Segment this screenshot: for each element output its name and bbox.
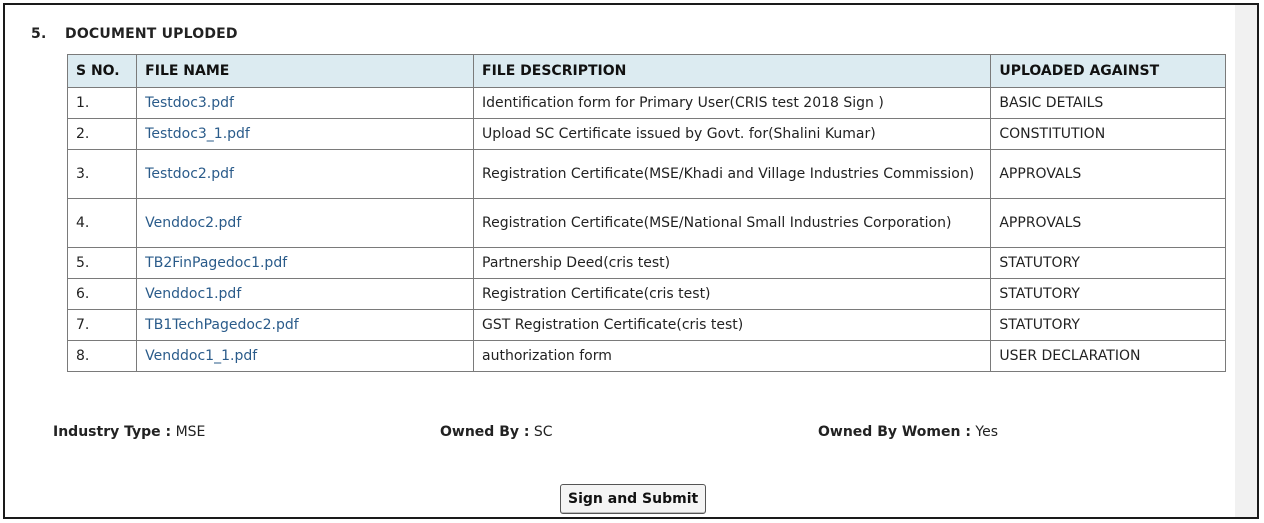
row-sno: 8. — [68, 341, 137, 372]
row-sno: 1. — [68, 88, 137, 119]
file-link[interactable]: Testdoc3.pdf — [137, 88, 474, 119]
owned-by-women-value: Yes — [975, 424, 999, 440]
row-sno: 4. — [68, 199, 137, 248]
table-row — [68, 248, 1226, 279]
owned-by-women — [818, 424, 998, 440]
file-link[interactable]: Venddoc1_1.pdf — [137, 341, 474, 372]
table-row — [68, 150, 1226, 199]
file-description: Upload SC Certificate issued by Govt. for(Shalini Kumar) — [474, 119, 991, 150]
uploaded-against: STATUTORY — [991, 279, 1226, 310]
table-row — [68, 119, 1226, 150]
file-link[interactable]: Venddoc1.pdf — [137, 279, 474, 310]
header-file-description: FILE DESCRIPTION — [474, 55, 991, 88]
file-description: Registration Certificate(MSE/Khadi and Village Industries Commission) — [474, 150, 991, 199]
section-title: DOCUMENT UPLODED — [65, 26, 238, 42]
table-row — [68, 199, 1226, 248]
table-row — [68, 310, 1226, 341]
uploaded-against: CONSTITUTION — [991, 119, 1226, 150]
industry-type — [53, 424, 205, 440]
file-link[interactable]: Venddoc2.pdf — [137, 199, 474, 248]
header-uploaded-against: UPLOADED AGAINST — [991, 55, 1226, 88]
uploaded-against: USER DECLARATION — [991, 341, 1226, 372]
owned-by-label: Owned By : — [440, 424, 530, 440]
owned-by-women-label: Owned By Women : — [818, 424, 971, 440]
file-link[interactable]: TB2FinPagedoc1.pdf — [137, 248, 474, 279]
file-link[interactable]: Testdoc3_1.pdf — [137, 119, 474, 150]
file-description: authorization form — [474, 341, 991, 372]
row-sno: 3. — [68, 150, 137, 199]
uploaded-against: STATUTORY — [991, 310, 1226, 341]
documents-table — [67, 54, 1226, 372]
header-sno: S NO. — [68, 55, 137, 88]
file-description: Identification form for Primary User(CRIS test 2018 Sign ) — [474, 88, 991, 119]
file-description: Partnership Deed(cris test) — [474, 248, 991, 279]
section-number: 5. — [31, 26, 47, 42]
header-file-name: FILE NAME — [137, 55, 474, 88]
section-heading — [31, 26, 238, 42]
uploaded-against: APPROVALS — [991, 199, 1226, 248]
table-row — [68, 341, 1226, 372]
row-sno: 5. — [68, 248, 137, 279]
table-header-row — [68, 55, 1226, 88]
industry-type-value: MSE — [175, 424, 206, 440]
owned-by — [440, 424, 553, 440]
uploaded-against: BASIC DETAILS — [991, 88, 1226, 119]
row-sno: 6. — [68, 279, 137, 310]
owned-by-value: SC — [533, 424, 553, 440]
document-panel — [3, 3, 1259, 519]
file-description: Registration Certificate(MSE/National Small Industries Corporation) — [474, 199, 991, 248]
scroll-gutter — [1235, 5, 1257, 517]
file-description: GST Registration Certificate(cris test) — [474, 310, 991, 341]
row-sno: 7. — [68, 310, 137, 341]
file-link[interactable]: TB1TechPagedoc2.pdf — [137, 310, 474, 341]
sign-and-submit-button[interactable]: Sign and Submit — [560, 484, 706, 514]
row-sno: 2. — [68, 119, 137, 150]
industry-type-label: Industry Type : — [53, 424, 172, 440]
uploaded-against: STATUTORY — [991, 248, 1226, 279]
file-description: Registration Certificate(cris test) — [474, 279, 991, 310]
table-row — [68, 279, 1226, 310]
file-link[interactable]: Testdoc2.pdf — [137, 150, 474, 199]
uploaded-against: APPROVALS — [991, 150, 1226, 199]
table-row — [68, 88, 1226, 119]
